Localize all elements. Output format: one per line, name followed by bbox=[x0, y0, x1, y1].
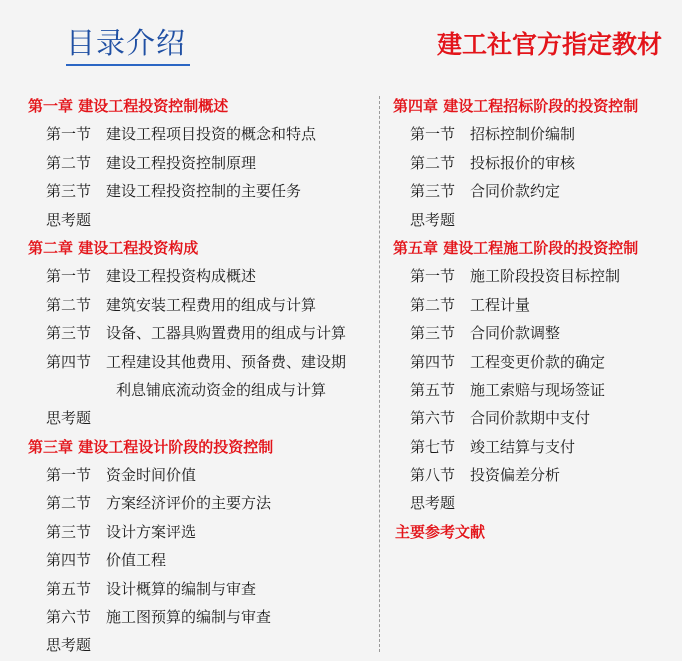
section-number: 第六节 bbox=[46, 608, 92, 627]
section-title: 工程变更价款的确定 bbox=[470, 352, 606, 371]
section-item[interactable] bbox=[381, 461, 682, 489]
toc-left-column bbox=[0, 92, 378, 660]
thinking-questions[interactable]: 思考题 bbox=[46, 636, 92, 655]
section-item[interactable] bbox=[381, 262, 682, 290]
section-number: 第三节 bbox=[46, 522, 92, 541]
section-title: 工程建设其他费用、预备费、建设期 bbox=[106, 352, 347, 371]
section-item[interactable] bbox=[381, 120, 682, 148]
section-number: 第七节 bbox=[410, 437, 456, 456]
section-item[interactable] bbox=[0, 262, 378, 290]
column-divider bbox=[379, 96, 380, 652]
section-item[interactable] bbox=[0, 489, 378, 517]
section-item[interactable] bbox=[0, 546, 378, 574]
section-title: 设计方案评选 bbox=[106, 522, 197, 541]
section-item[interactable] bbox=[381, 404, 682, 432]
section-number: 第五节 bbox=[410, 380, 456, 399]
section-title: 合同价款期中支付 bbox=[470, 409, 591, 428]
section-number: 第一节 bbox=[410, 267, 456, 286]
section-item[interactable] bbox=[381, 177, 682, 205]
section-title: 工程计量 bbox=[470, 295, 531, 314]
section-number: 第三节 bbox=[46, 324, 92, 343]
thinking-questions[interactable]: 思考题 bbox=[410, 210, 456, 229]
chapter-5-title[interactable]: 第五章 建设工程施工阶段的投资控制 bbox=[393, 238, 639, 257]
section-number: 第八节 bbox=[410, 466, 456, 485]
section-title: 施工索赔与现场签证 bbox=[470, 380, 606, 399]
section-title: 设计概算的编制与审查 bbox=[106, 579, 257, 598]
section-item[interactable] bbox=[0, 291, 378, 319]
section-title: 建设工程项目投资的概念和特点 bbox=[106, 125, 317, 144]
chapter-1-title[interactable]: 第一章 建设工程投资控制概述 bbox=[28, 97, 229, 115]
section-title: 资金时间价值 bbox=[106, 466, 197, 485]
section-number: 第四节 bbox=[410, 352, 456, 371]
section-title: 竣工结算与支付 bbox=[470, 437, 576, 456]
section-item[interactable] bbox=[0, 575, 378, 603]
section-item[interactable] bbox=[381, 433, 682, 461]
section-item[interactable] bbox=[0, 177, 378, 205]
section-item[interactable] bbox=[0, 348, 378, 376]
section-title: 投标报价的审核 bbox=[470, 153, 576, 172]
section-item[interactable] bbox=[0, 603, 378, 631]
section-title: 价值工程 bbox=[106, 551, 167, 570]
section-item[interactable] bbox=[381, 348, 682, 376]
section-number: 第二节 bbox=[410, 295, 456, 314]
section-title: 建设工程投资构成概述 bbox=[106, 267, 257, 286]
section-item[interactable] bbox=[0, 518, 378, 546]
section-title: 方案经济评价的主要方法 bbox=[106, 494, 272, 513]
section-title: 施工图预算的编制与审查 bbox=[106, 608, 272, 627]
section-item[interactable] bbox=[381, 376, 682, 404]
section-item[interactable] bbox=[0, 319, 378, 347]
section-title: 合同价款调整 bbox=[470, 324, 561, 343]
section-number: 第二节 bbox=[46, 494, 92, 513]
chapter-2-title[interactable]: 第二章 建设工程投资构成 bbox=[28, 238, 199, 257]
section-title: 建筑安装工程费用的组成与计算 bbox=[106, 295, 317, 314]
section-number: 第六节 bbox=[410, 409, 456, 428]
section-title: 投资偏差分析 bbox=[470, 466, 561, 485]
section-number: 第三节 bbox=[410, 324, 456, 343]
references-link[interactable]: 主要参考文献 bbox=[395, 522, 486, 541]
thinking-questions[interactable]: 思考题 bbox=[46, 210, 92, 229]
section-title: 建设工程投资控制的主要任务 bbox=[106, 182, 302, 201]
section-number: 第一节 bbox=[46, 267, 92, 286]
section-title: 合同价款约定 bbox=[470, 182, 561, 201]
section-number: 第三节 bbox=[410, 182, 456, 201]
thinking-questions[interactable]: 思考题 bbox=[46, 409, 92, 428]
section-number: 第三节 bbox=[46, 182, 92, 201]
section-title: 建设工程投资控制原理 bbox=[106, 153, 257, 172]
section-item[interactable] bbox=[381, 291, 682, 319]
section-item[interactable] bbox=[381, 149, 682, 177]
section-number: 第一节 bbox=[46, 125, 92, 144]
section-number: 第四节 bbox=[46, 551, 92, 570]
section-number: 第二节 bbox=[46, 153, 92, 172]
section-item[interactable] bbox=[381, 319, 682, 347]
section-number: 第二节 bbox=[410, 153, 456, 172]
chapter-3-title[interactable]: 第三章 建设工程设计阶段的投资控制 bbox=[28, 437, 274, 456]
title-underline bbox=[66, 64, 190, 66]
section-number: 第一节 bbox=[46, 466, 92, 485]
section-item[interactable] bbox=[0, 149, 378, 177]
section-number: 第二节 bbox=[46, 295, 92, 314]
section-title: 设备、工器具购置费用的组成与计算 bbox=[106, 324, 347, 343]
page-title: 目录介绍 bbox=[66, 26, 187, 60]
section-title: 招标控制价编制 bbox=[470, 125, 576, 144]
brand-slogan: 建工社官方指定教材 bbox=[436, 30, 662, 59]
thinking-questions[interactable]: 思考题 bbox=[410, 494, 456, 513]
section-number: 第一节 bbox=[410, 125, 456, 144]
section-title: 施工阶段投资目标控制 bbox=[470, 267, 621, 286]
section-number: 第五节 bbox=[46, 579, 92, 598]
section-item[interactable] bbox=[0, 461, 378, 489]
chapter-4-title[interactable]: 第四章 建设工程招标阶段的投资控制 bbox=[393, 97, 639, 115]
section-number: 第四节 bbox=[46, 352, 92, 371]
section-item[interactable] bbox=[0, 120, 378, 148]
toc-right-column bbox=[381, 92, 682, 546]
section-title-continuation[interactable]: 利息铺底流动资金的组成与计算 bbox=[116, 380, 327, 399]
